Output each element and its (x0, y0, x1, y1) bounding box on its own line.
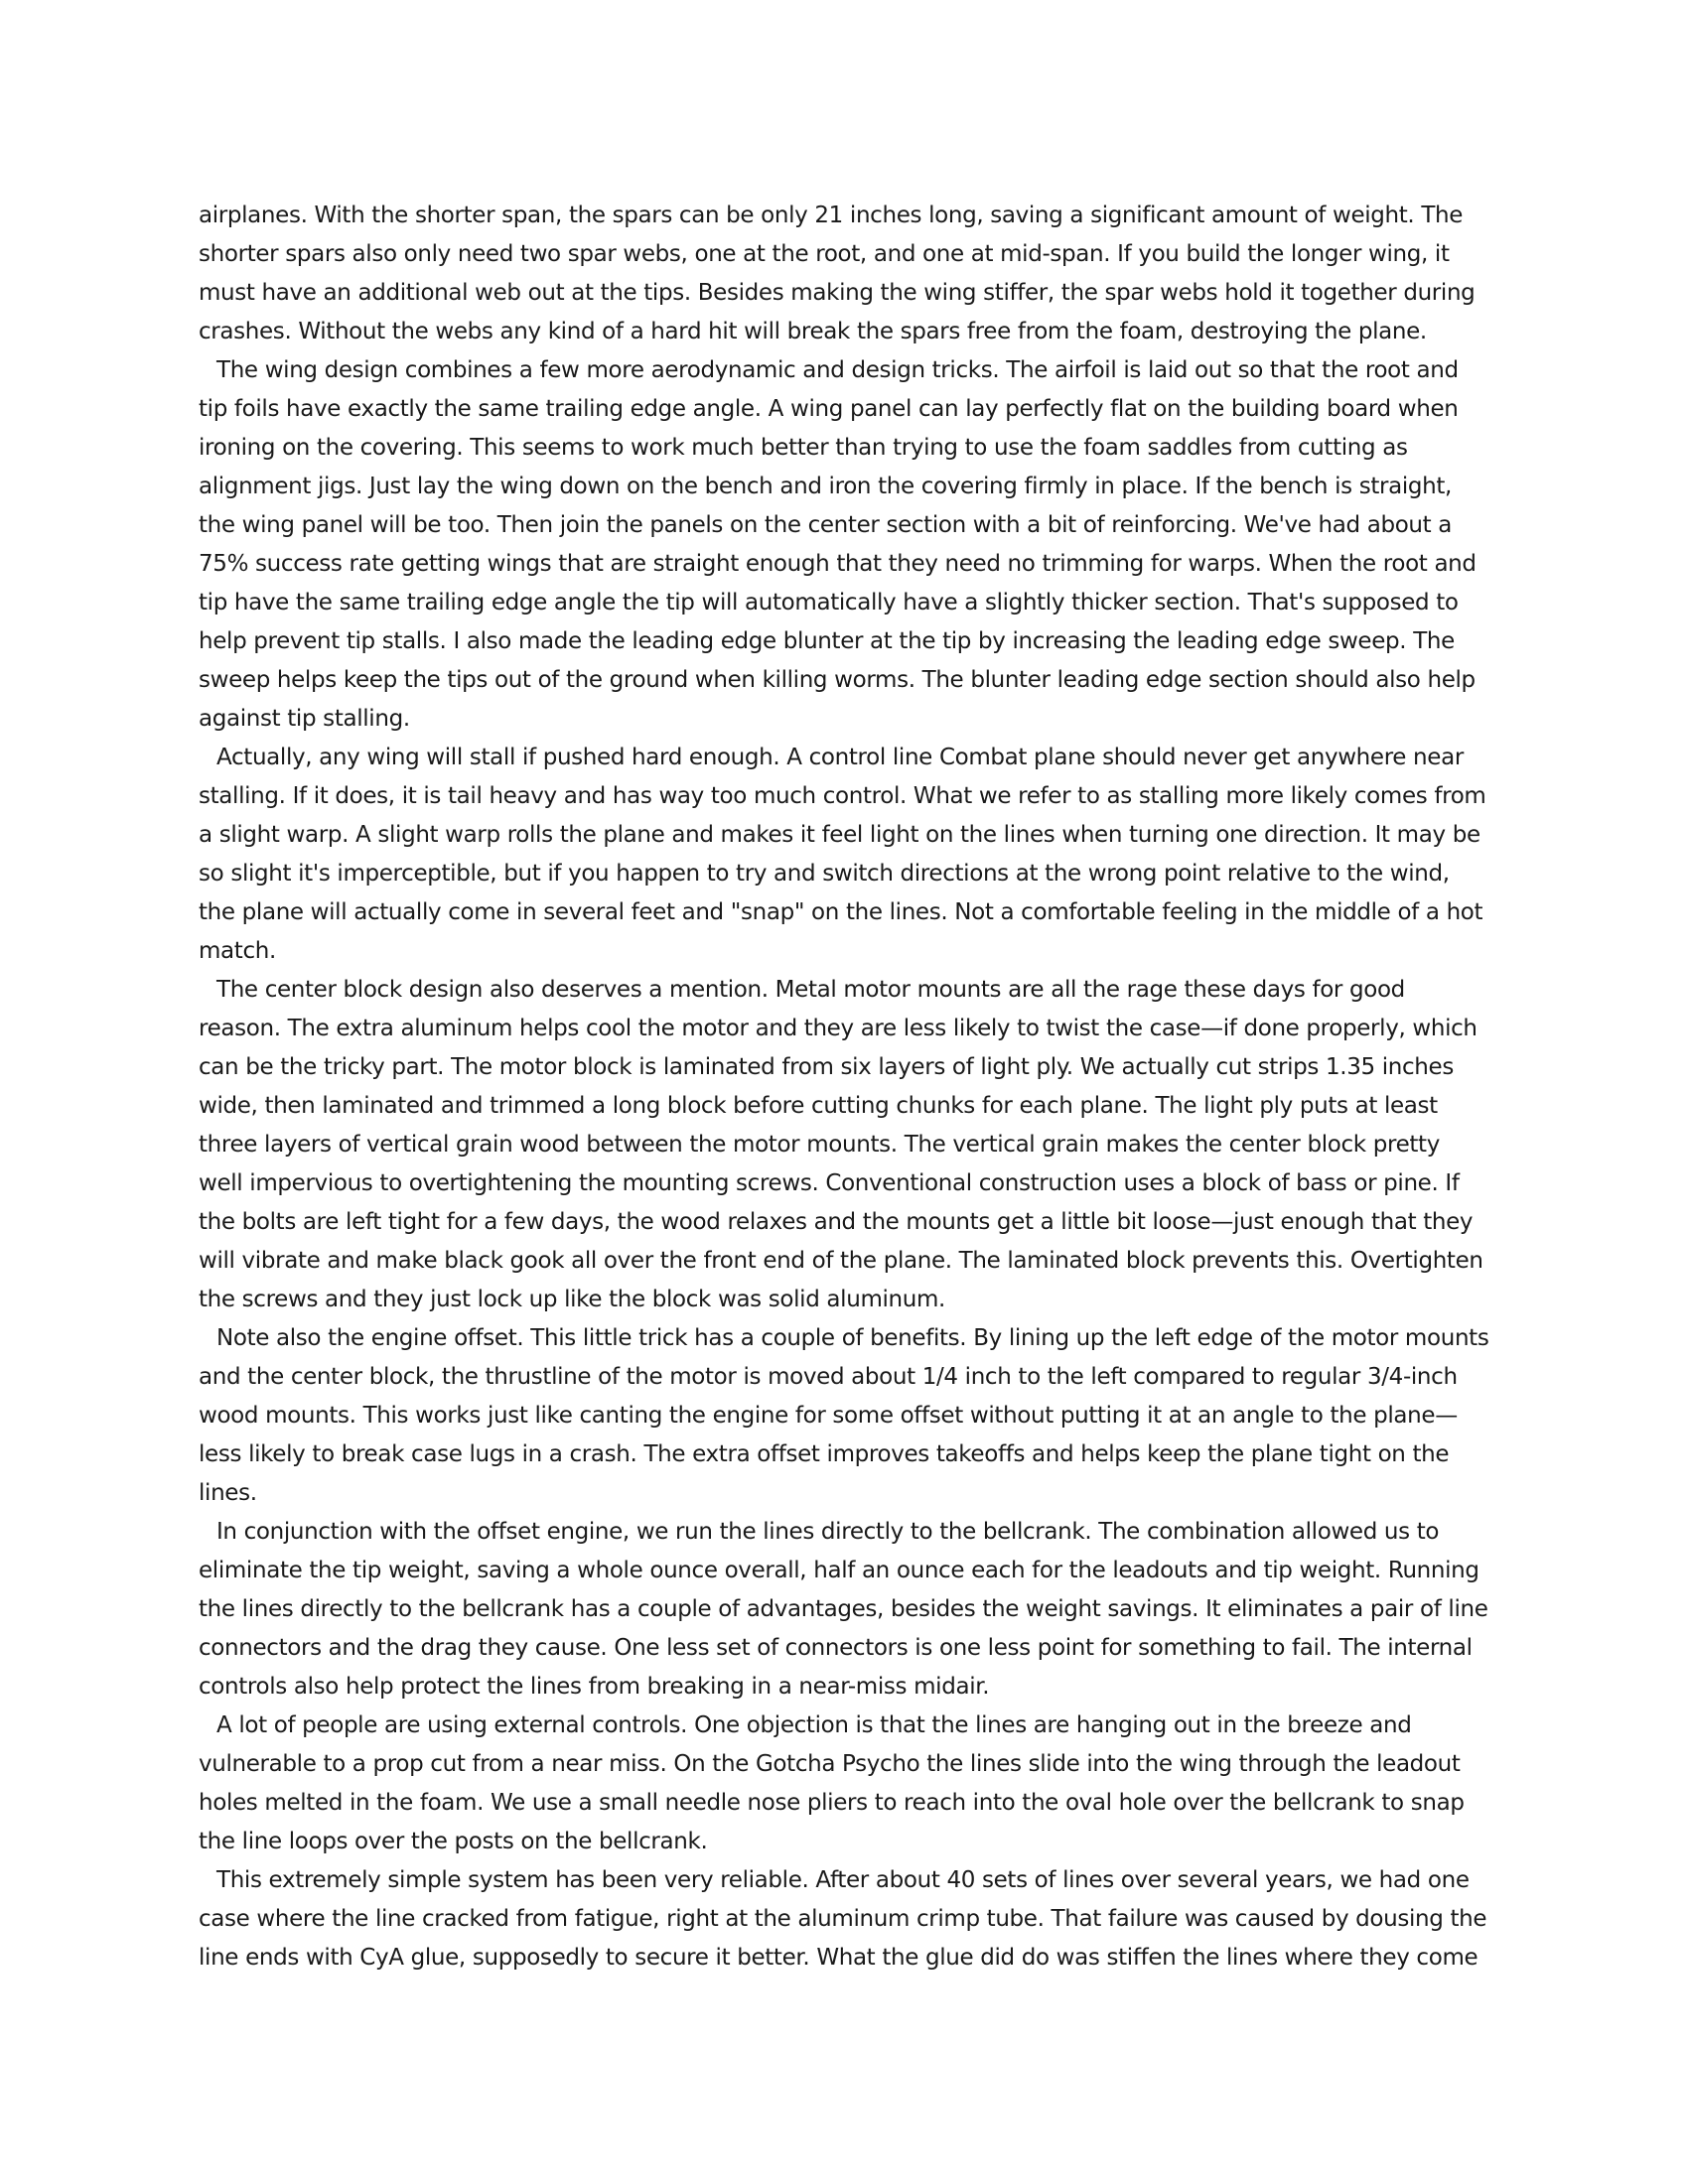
paragraph-7: A lot of people are using external controls. One objection is that the lines are hanging out in the breeze and vulnerable to a prop cut from a near miss. On the Gotcha Psycho the lines slide into the wing through the leadout holes melted in the foam. We use a small needle nose pliers to reach into the oval hole over the bellcrank to snap the line loops over the posts on the bellcrank. (199, 1712, 1465, 1854)
paragraph-1: airplanes. With the shorter span, the spars can be only 21 inches long, saving a significant amount of weight. The shorter spars also only need two spar webs, one at the root, and one at mid-span. If you build the longer wing, it must have an additional web out at the tips. Besides making the wing stiffer, the spar webs hold it together during crashes. Without the webs any kind of a hard hit will break the spars free from the foam, destroying the plane. (199, 203, 1476, 344)
paragraph-5: Note also the engine offset. This little trick has a couple of benefits. By lining up the left edge of the motor mounts and the center block, the thrustline of the motor is moved about 1/4 inch to the left compared to regular 3/4-inch wood mounts. This works just like canting the engine for some offset without putting it at an angle to the plane—less likely to break case lugs in a crash. The extra offset improves takeoffs and helps keep the plane tight on the lines. (199, 1325, 1489, 1506)
paragraph-8: This extremely simple system has been very reliable. After about 40 sets of lines over several years, we had one case where the line cracked from fatigue, right at the aluminum crimp tube. That failure was caused by dousing the line ends with CyA glue, supposedly to secure it better. What the glue did do was stiffen the lines where they come (199, 1867, 1487, 1971)
paragraph-6: In conjunction with the offset engine, we run the lines directly to the bellcrank. The combination allowed us to eliminate the tip weight, saving a whole ounce overall, half an ounce each for the leadouts and tip weight. Running the lines directly to the bellcrank has a couple of advantages, besides the weight savings. It eliminates a pair of line connectors and the drag they cause. One less set of connectors is one less point for something to fail. The internal controls also help protect the lines from breaking in a near-miss midair. (199, 1519, 1488, 1700)
paragraph-4: The center block design also deserves a mention. Metal motor mounts are all the rage these days for good reason. The extra aluminum helps cool the motor and they are less likely to twist the case—if done properly, which can be the tricky part. The motor block is laminated from six layers of light ply. We actually cut strips 1.35 inches wide, then laminated and trimmed a long block before cutting chunks for each plane. The light ply puts at least three layers of vertical grain wood between the motor mounts. The vertical grain makes the center block pretty well impervious to overtightening the mounting screws. Conventional construction uses a block of bass or pine. If the bolts are left tight for a few days, the wood relaxes and the mounts get a little bit loose—just enough that they will vibrate and make black gook all over the front end of the plane. The laminated block prevents this. Overtighten the screws and they just lock up like the block was solid aluminum. (199, 977, 1483, 1312)
document-page (199, 197, 1489, 1978)
paragraph-2: The wing design combines a few more aerodynamic and design tricks. The airfoil is laid out so that the root and tip foils have exactly the same trailing edge angle. A wing panel can lay perfectly flat on the building board when ironing on the covering. This seems to work much better than trying to use the foam saddles from cutting as alignment jigs. Just lay the wing down on the bench and iron the covering firmly in place. If the bench is straight, the wing panel will be too. Then join the panels on the center section with a bit of reinforcing. We've had about a 75% success rate getting wings that are straight enough that they need no trimming for warps. When the root and tip have the same trailing edge angle the tip will automatically have a slightly thicker section. That's supposed to help prevent tip stalls. I also made the leading edge blunter at the tip by increasing the leading edge sweep. The sweep helps keep the tips out of the ground when killing worms. The blunter leading edge section should also help against tip stalling. (199, 357, 1477, 732)
paragraph-3: Actually, any wing will stall if pushed hard enough. A control line Combat plane should never get anywhere near stalling. If it does, it is tail heavy and has way too much control. What we refer to as stalling more likely comes from a slight warp. A slight warp rolls the plane and makes it feel light on the lines when turning one direction. It may be so slight it's imperceptible, but if you happen to try and switch directions at the wrong point relative to the wind, the plane will actually come in several feet and "snap" on the lines. Not a comfortable feeling in the middle of a hot match. (199, 745, 1486, 964)
